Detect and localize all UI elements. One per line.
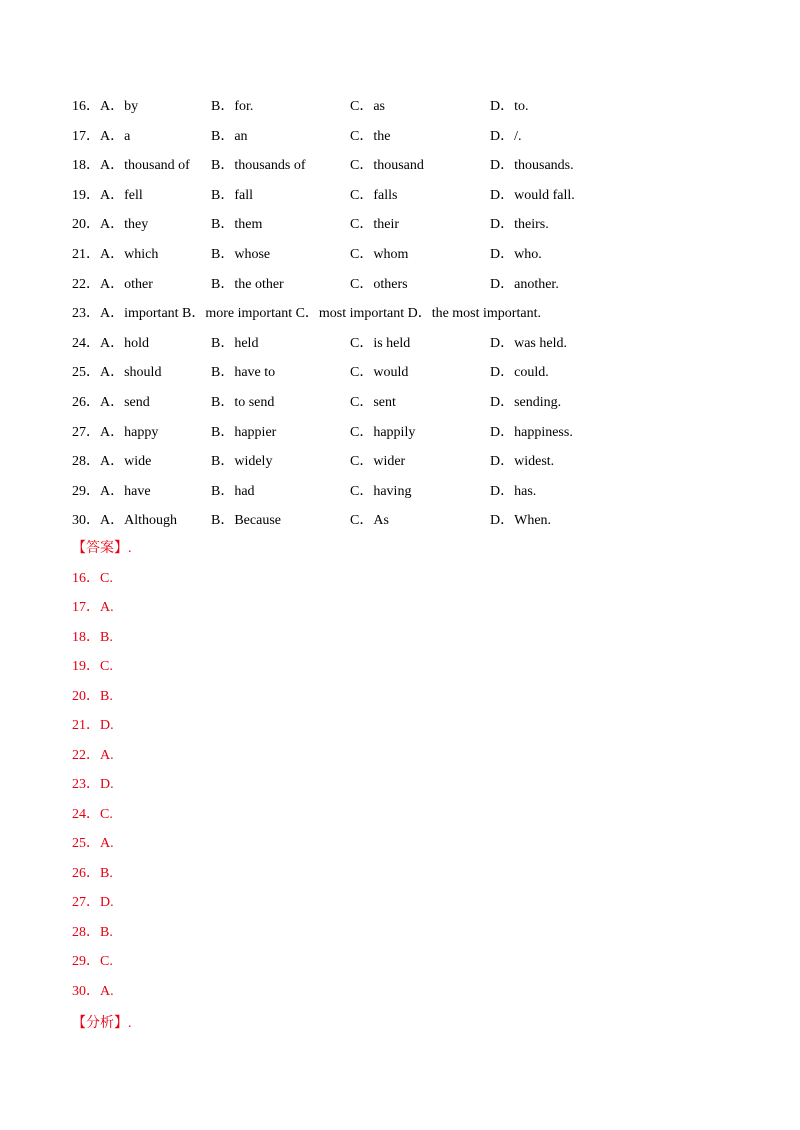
question-row — [72, 418, 672, 448]
option-d: D．has. — [490, 483, 537, 499]
option-a: A．Although — [100, 513, 177, 529]
option-d: D．When. — [490, 513, 552, 529]
question-row — [72, 329, 672, 359]
question-list — [72, 92, 672, 536]
answer-item: 16．C. — [72, 570, 113, 586]
question-row — [72, 388, 672, 418]
option-d: D．theirs. — [490, 217, 549, 233]
option-d: D．/. — [490, 128, 522, 144]
question-number: 20． — [72, 217, 100, 233]
option-d: D．widest. — [490, 454, 555, 470]
option-c: C．as — [350, 99, 385, 114]
option-c: C．wider — [350, 454, 406, 470]
option-b: B．had — [211, 483, 255, 499]
option-b: B．happier — [211, 424, 277, 440]
question-row — [72, 122, 672, 152]
option-b: B．an — [211, 128, 248, 144]
option-d: D．who. — [490, 246, 542, 262]
option-c: C．having — [350, 483, 412, 499]
question-row — [72, 210, 672, 240]
option-a: A．a — [100, 128, 131, 144]
option-a: A．fell — [100, 187, 143, 203]
answer-item: 23．D. — [72, 777, 114, 792]
option-d: D．was held. — [490, 335, 567, 351]
option-d: D．to. — [490, 99, 529, 114]
option-b: B．held — [211, 335, 259, 351]
question-number: 18． — [72, 158, 100, 174]
option-b: B．Because — [211, 513, 281, 529]
question-number: 30． — [72, 513, 100, 529]
question-number: 26． — [72, 394, 100, 410]
option-c: C．their — [350, 217, 399, 233]
option-d: D．happiness. — [490, 424, 573, 440]
option-a: A．other — [100, 276, 153, 292]
option-d: D．would fall. — [490, 187, 575, 203]
question-row — [72, 270, 672, 300]
option-a: A．thousand of — [100, 158, 190, 174]
option-c: C．As — [350, 513, 389, 529]
answer-item: 18．B. — [72, 629, 113, 645]
answer-list — [72, 564, 132, 1007]
answer-item: 26．B. — [72, 865, 113, 881]
question-number: 17． — [72, 128, 100, 144]
analysis-heading: 【分析】. — [72, 1016, 132, 1031]
question-number: 28． — [72, 454, 100, 470]
question-row — [72, 92, 672, 122]
answer-section — [72, 534, 132, 1006]
option-b: B．have to — [211, 365, 276, 381]
answer-item: 28．B. — [72, 924, 113, 940]
answer-item: 17．A. — [72, 600, 114, 615]
option-b: B．whose — [211, 246, 271, 262]
option-b: B．thousands of — [211, 158, 306, 174]
question-row — [72, 477, 672, 507]
answer-heading: 【答案】. — [72, 541, 132, 556]
option-d: D．sending. — [490, 394, 562, 410]
question-row — [72, 240, 672, 270]
answer-item: 24．C. — [72, 806, 113, 822]
question-row — [72, 181, 672, 211]
question-row — [72, 506, 672, 536]
option-c: C．others — [350, 276, 408, 292]
question-row — [72, 299, 672, 329]
option-b: B．the other — [211, 276, 284, 292]
option-c: C．falls — [350, 187, 398, 203]
option-d: D．thousands. — [490, 158, 574, 174]
option-d: D．another. — [490, 276, 559, 292]
option-c: C．sent — [350, 394, 396, 410]
option-b: B．to send — [211, 394, 275, 410]
question-line: 23．A．important B．more important C．most important D．the most important. — [72, 306, 541, 322]
option-a: A．which — [100, 246, 159, 262]
option-a: A．have — [100, 483, 151, 499]
answer-item: 19．C. — [72, 659, 113, 674]
option-a: A．by — [100, 99, 139, 114]
option-c: C．thousand — [350, 158, 424, 174]
answer-item: 22．A. — [72, 747, 114, 763]
option-c: C．whom — [350, 246, 409, 262]
question-number: 24． — [72, 335, 100, 351]
option-a: A．happy — [100, 424, 159, 440]
option-c: C．the — [350, 128, 391, 144]
question-number: 19． — [72, 187, 100, 203]
question-number: 27． — [72, 424, 100, 440]
option-b: B．for. — [211, 99, 254, 114]
option-a: A．wide — [100, 454, 152, 470]
question-number: 25． — [72, 365, 100, 381]
answer-item: 29．C. — [72, 954, 113, 969]
option-a: A．should — [100, 365, 162, 381]
option-b: B．fall — [211, 187, 253, 203]
question-number: 29． — [72, 483, 100, 499]
option-a: A．send — [100, 394, 150, 410]
option-c: C．happily — [350, 424, 416, 440]
question-number: 22． — [72, 276, 100, 292]
option-a: A．they — [100, 217, 149, 233]
answer-item: 27．D. — [72, 895, 114, 910]
question-row — [72, 447, 672, 477]
answer-item: 30．A. — [72, 983, 114, 999]
option-b: B．widely — [211, 454, 273, 470]
question-number: 16． — [72, 99, 100, 114]
answer-item: 25．A. — [72, 836, 114, 851]
option-c: C．is held — [350, 335, 411, 351]
option-a: A．hold — [100, 335, 149, 351]
answer-item: 21．D. — [72, 718, 114, 733]
question-row — [72, 358, 672, 388]
answer-item: 20．B. — [72, 688, 113, 704]
question-number: 21． — [72, 246, 100, 262]
option-d: D．could. — [490, 365, 549, 381]
option-c: C．would — [350, 365, 409, 381]
option-b: B．them — [211, 217, 263, 233]
question-row — [72, 151, 672, 181]
